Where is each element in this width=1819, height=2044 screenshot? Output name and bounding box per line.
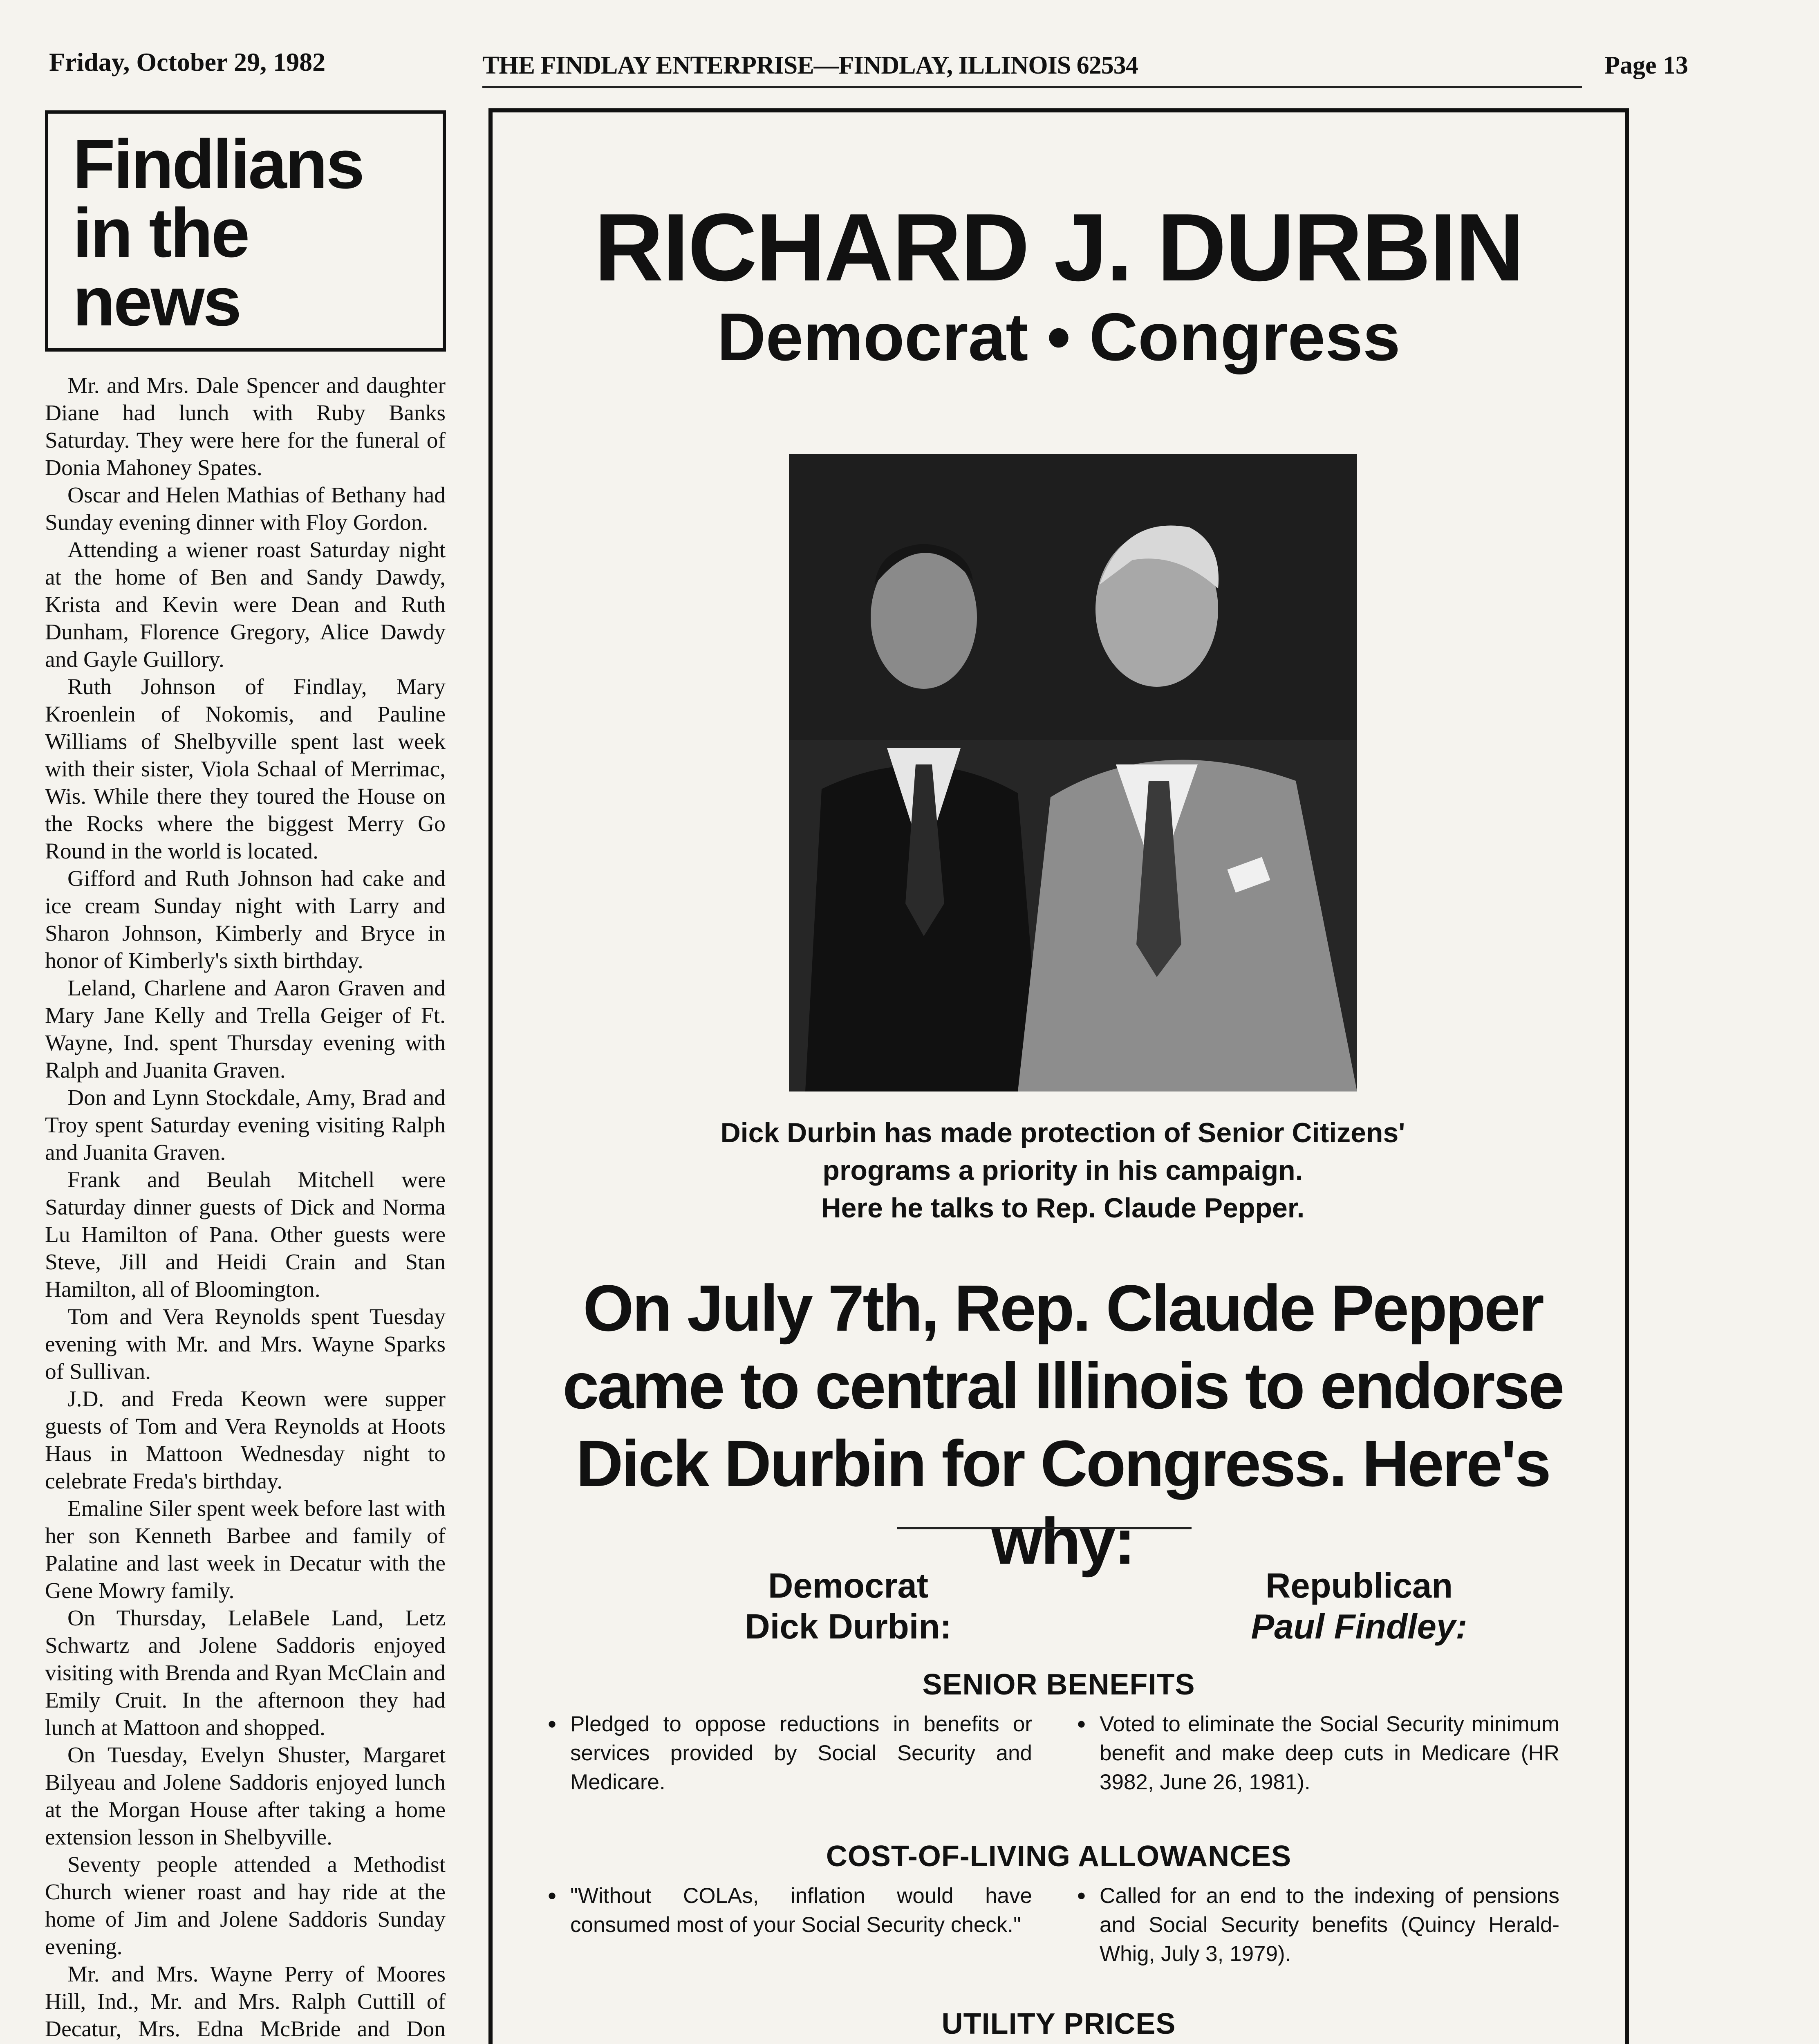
news-item: On Tuesday, Evelyn Shuster, Margaret Bilyeau and Jolene Saddoris enjoyed lunch at the Morgan House after taking a home extension lesson in Shelbyville. (45, 1743, 446, 1850)
democrat-label: Democrat (768, 1567, 929, 1605)
news-item: J.D. and Freda Keown were supper guests of Tom and Vera Reynolds at Hoots Haus in Mattoon Wednesday night to celebrate Freda's birthday. (45, 1387, 446, 1494)
column-title-box (45, 110, 446, 352)
section-title: UTILITY PRICES (941, 2008, 1176, 2040)
section-utility-prices (493, 2007, 1625, 2044)
candidate-name: RICHARD J. DURBIN (594, 193, 1523, 301)
news-item: Don and Lynn Stockdale, Amy, Brad and Troy spent Saturday evening visiting Ralph and Juanita Graven. (45, 1085, 446, 1165)
news-item: Mr. and Mrs. Wayne Perry of Moores Hill, Ind., Mr. and Mrs. Ralph Cuttill of Decatur, Mrs. Edna McBride and Don (45, 1962, 446, 2042)
column-title-line1: Findlians (73, 126, 363, 203)
news-item: Leland, Charlene and Aaron Graven and Mary Jane Kelly and Trella Geiger of Ft. Wayne, Ind. spent Thursday evening with Ralph and Juanita Graven. (45, 976, 446, 1083)
news-item: Tom and Vera Reynolds spent Tuesday evening with Mr. and Mrs. Wayne Sparks of Sullivan. (45, 1304, 446, 1384)
section-senior-benefits (493, 1668, 1625, 1794)
news-item: Seventy people attended a Methodist Church wiener roast and hay ride at the home of Jim and Jolene Saddoris Sunday evening. (45, 1852, 446, 1959)
column-body (45, 372, 446, 2044)
paper-name: THE FINDLAY ENTERPRISE—FINDLAY, ILLINOIS 62534 (482, 52, 1138, 79)
campaign-photo (789, 454, 1357, 1091)
page-number: Page 13 (1604, 52, 1688, 79)
news-item: Oscar and Helen Mathias of Bethany had Sunday evening dinner with Floy Gordon. (45, 483, 446, 535)
news-item: Frank and Beulah Mitchell were Saturday dinner guests of Dick and Norma Lu Hamilton of Pana. Other guests were Steve, Jill and Heidi Crain and Stan Hamilton, all of Bloomington. (45, 1168, 446, 1302)
section-title: SENIOR BENEFITS (922, 1668, 1195, 1701)
news-item: Mr. and Mrs. Dale Spencer and daughter Diane had lunch with Ruby Banks Saturday. They were here for the funeral of Donia Mahoney Spates. (45, 373, 446, 480)
findley-position: • Voted to eliminate the Social Security minimum benefit and make deep cuts in Medicare (HR 3982, June 26, 1981). (1077, 1710, 1559, 1794)
caption-line2: programs a priority in his campaign. (822, 1155, 1303, 1186)
section-cola (493, 1840, 1625, 1966)
findley-position: • Called for an end to the indexing of pensions and Social Security benefits (Quincy Herald-Whig, July 3, 1979). (1077, 1882, 1559, 1966)
headline-line3: Dick Durbin for Congress. Here's why: (576, 1427, 1550, 1578)
candidate-party: Democrat • Congress (717, 299, 1400, 374)
news-item: Ruth Johnson of Findlay, Mary Kroenlein of Nokomis, and Pauline Williams of Shelbyville spent last week with their sister, Viola Schaal of Merrimac, Wis. While there they toured the House on the Rocks where the biggest Merry Go Round in the world is located. (45, 675, 446, 864)
durbin-position: • Pledged to oppose reductions in benefits or services provided by Social Security and Medicare. (548, 1710, 1032, 1794)
caption-line3: Here he talks to Rep. Claude Pepper. (821, 1192, 1305, 1224)
news-item: On Thursday, LelaBele Land, Letz Schwartz and Jolene Saddoris enjoyed visiting with Brenda and Ryan McClain and Emily Cruit. In the afternoon they had lunch at Mattoon and shopped. (45, 1606, 446, 1740)
durbin-position: • "Without COLAs, inflation would have consumed most of your Social Security check." (548, 1882, 1032, 1937)
news-item: Attending a wiener roast Saturday night at the home of Ben and Sandy Dawdy, Krista and Kevin were Dean and Ruth Dunham, Florence Gregory, Alice Dawdy and Gayle Guillory. (45, 538, 446, 672)
news-item: Emaline Siler spent week before last with her son Kenneth Barbee and family of Palatine and last week in Decatur with the Gene Mowry family. (45, 1496, 446, 1603)
issue-date: Friday, October 29, 1982 (49, 47, 326, 76)
column-title-line2: in the news (73, 194, 249, 341)
democrat-name: Dick Durbin: (745, 1607, 952, 1646)
headline-rule (897, 1527, 1192, 1529)
bullet-icon: • (548, 1710, 557, 1738)
republican-label: Republican (1265, 1567, 1453, 1605)
photo-caption (574, 1114, 1551, 1227)
masthead-rule (482, 86, 1582, 88)
republican-heading (1155, 1566, 1564, 1647)
bullet-icon: • (1077, 1710, 1086, 1738)
caption-line1: Dick Durbin has made protection of Senior Citizens' (720, 1117, 1405, 1148)
bullet-icon: • (1077, 1882, 1086, 1910)
photo-illustration (789, 454, 1357, 1091)
news-column (45, 110, 446, 2044)
masthead (49, 39, 1688, 92)
republican-name: Paul Findley: (1251, 1607, 1467, 1646)
headline-line1: On July 7th, Rep. Claude Pepper (583, 1271, 1543, 1345)
news-item: Gifford and Ruth Johnson had cake and ice cream Sunday night with Larry and Sharon Johnson, Kimberly and Bryce in honor of Kimberly's sixth birthday. (45, 866, 446, 973)
endorsement-headline (525, 1269, 1600, 1580)
democrat-heading (644, 1566, 1053, 1647)
section-title: COST-OF-LIVING ALLOWANCES (826, 1840, 1292, 1873)
bullet-icon: • (548, 1882, 557, 1910)
headline-line2: came to central Illinois to endorse (562, 1349, 1563, 1422)
political-advertisement (488, 108, 1629, 2044)
